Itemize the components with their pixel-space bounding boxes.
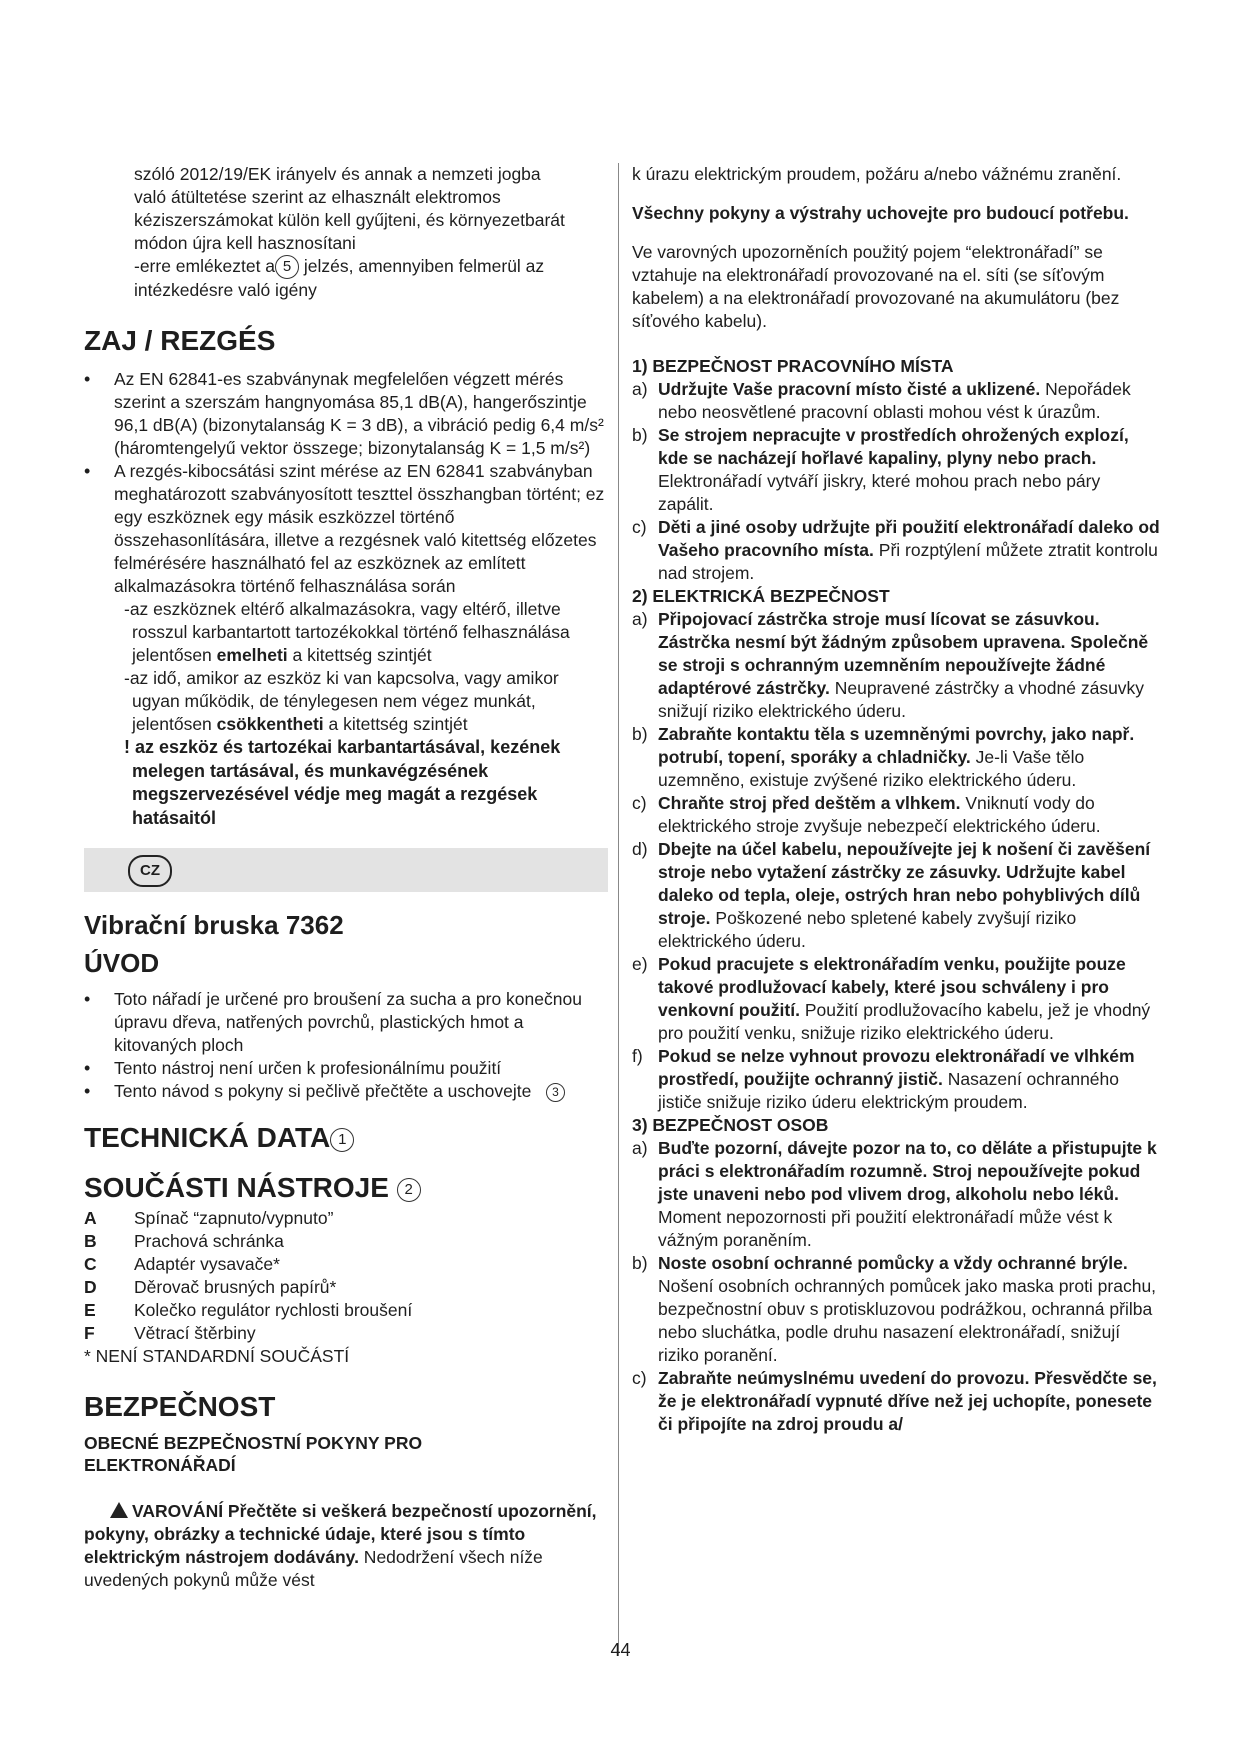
uvod-bullet-3-text: Tento návod s pokyny si pečlivě přečtěte a uschovejte bbox=[114, 1081, 532, 1102]
item-label: b) bbox=[632, 425, 648, 445]
intro-dash-post: jelzés, amennyiben felmerül az bbox=[303, 256, 545, 276]
section-1-title: 1) BEZPEČNOST PRACOVNÍHO MÍSTA bbox=[632, 356, 954, 376]
part-key: E bbox=[84, 1300, 96, 1321]
item-bold: Děti a jiné osoby udržujte při použití elektronářadí daleko od Vašeho pracovního místa. bbox=[658, 517, 1160, 560]
parts-row bbox=[84, 1276, 608, 1299]
left-column bbox=[84, 163, 608, 1592]
item-normal: Nasazení ochranného jističe snižuje riziko úderu elektrickým proudem. bbox=[658, 1069, 1119, 1112]
warning-bold: VAROVÁNÍ Přečtěte si veškerá bezpečností upozornění, pokyny, obrázky a technické údaje, které jsou s tímto elektrickým nástrojem dodávány. bbox=[84, 1501, 597, 1568]
item-label: c) bbox=[632, 517, 647, 537]
item-label: b) bbox=[632, 724, 648, 744]
part-key: D bbox=[84, 1277, 97, 1298]
item-label: e) bbox=[632, 954, 648, 974]
item-normal: Nepořádek nebo neosvětlené pracovní oblasti mohou vést k úrazům. bbox=[658, 379, 1131, 422]
intro-line: módon újra kell hasznosítani bbox=[134, 233, 356, 253]
warning-triangle-icon bbox=[110, 1502, 128, 1518]
s1-item bbox=[632, 424, 1160, 516]
item-label: c) bbox=[632, 1368, 647, 1388]
s3-item bbox=[632, 1367, 1160, 1436]
s3-item bbox=[632, 1137, 1160, 1252]
item-label: c) bbox=[632, 793, 647, 813]
parts-note: * NENÍ STANDARDNÍ SOUČÁSTÍ bbox=[84, 1346, 350, 1367]
item-bold: Buďte pozorní, dávejte pozor na to, co děláte a přistupujte k práci s elektronářadím rozumně. Stroj nepoužívejte pokud jste unaveni nebo pod vlivem drog, alkoholu nebo léků. bbox=[658, 1138, 1157, 1204]
item-bold: Zabraňte neúmyslnému uvedení do provozu. Přesvědčte se, že je elektronářadí vypnuté dříve než jej uchopíte, ponesete či připojíte na zdroj proudu a/ bbox=[658, 1368, 1157, 1434]
bezp-heading: BEZPEČNOST bbox=[84, 1391, 276, 1423]
part-label: Větrací štěrbiny bbox=[134, 1323, 256, 1344]
item-label: a) bbox=[632, 1138, 648, 1158]
item-bold: Připojovací zástrčka stroje musí lícovat se zásuvkou. Zástrčka nesmí být žádným způsobem upravena. Společně se stroji s ochranným uzemněním nepoužívejte žádné adaptérové zástrčky. bbox=[658, 609, 1149, 698]
parts-row bbox=[84, 1253, 608, 1276]
uvod-bullet-1: • Toto nářadí je určené pro broušení za sucha a pro konečnou úpravu dřeva, natřených povrchů, plastických hmot a kitovaných ploch bbox=[84, 988, 608, 1057]
uvod-bullet-3 bbox=[84, 1080, 608, 1103]
item-label: a) bbox=[632, 609, 648, 629]
part-key: F bbox=[84, 1323, 95, 1344]
zaj-list bbox=[84, 368, 608, 598]
parts-row bbox=[84, 1322, 608, 1345]
item-normal: Použití prodlužovacího kabelu, jež je vhodný pro použití venku, snižuje riziko elektrického úderu. bbox=[658, 1000, 1151, 1043]
zaj-dash-2-end: a kitettség szintjét bbox=[323, 714, 468, 735]
section-3-title: 3) BEZPEČNOST OSOB bbox=[632, 1115, 829, 1135]
item-normal: Moment nepozornosti při použití elektronářadí může vést k vážným poraněním. bbox=[658, 1207, 1113, 1250]
item-normal: Neupravené zástrčky a vhodné zásuvky snižují riziko elektrického úderu. bbox=[658, 678, 1145, 721]
zaj-dash-1-bold: emelheti bbox=[216, 645, 288, 666]
language-banner bbox=[84, 848, 608, 892]
item-bold: Chraňte stroj před deštěm a vlhkem. bbox=[658, 793, 961, 813]
item-bold: Pokud se nelze vyhnout provozu elektronářadí ve vlhkém prostředí, použijte ochranný jistič. bbox=[658, 1046, 1135, 1089]
intro-line: szóló 2012/19/EK irányelv és annak a nemzeti jogba bbox=[134, 164, 541, 184]
item-label: d) bbox=[632, 839, 648, 859]
uvod-list bbox=[84, 988, 608, 1103]
tech-heading bbox=[84, 1121, 608, 1155]
zaj-bullet-1: • Az EN 62841-es szabványnak megfelelően végzett mérés szerint a szerszám hangnyomása 85,1 dB(A), hangerőszintje 96,1 dB(A) (bizonytalanság K = 3 dB), a vibráció pedig 6,4 m/s² (háromtengelyű vektor összege; bizonytalanság K = 1,5 m/s²) bbox=[84, 368, 608, 460]
item-normal: Nošení osobních ochranných pomůcek jako maska proti prachu, bezpečnostní obuv s protiskluzovou podrážkou, ochranná přilba nebo sluchátka, podle druhu nasazení elektronářadí, snižují riziko poranění. bbox=[658, 1276, 1157, 1365]
item-normal: Je-li Vaše tělo uzemněno, existuje zvýšené riziko elektrického úderu. bbox=[658, 747, 1085, 790]
part-key: A bbox=[84, 1208, 97, 1229]
part-label: Adaptér vysavače* bbox=[134, 1254, 280, 1275]
s2-item bbox=[632, 792, 1160, 838]
s2-item bbox=[632, 838, 1160, 953]
zaj-dash-1-end: a kitettség szintjét bbox=[287, 645, 432, 666]
zaj-dash-2-text: -az idő, amikor az eszköz ki van kapcsolva, vagy amikor ugyan működik, de ténylegesen nem végez munkát, jelentősen bbox=[124, 668, 559, 735]
term-definition: Ve varovných upozorněních použitý pojem “elektronářadí” se vztahuje na elektronářadí provozované na el. síti (se síťovým kabelem) a na elektronářadí provozované na akumulátoru (bez síťového kabelu). bbox=[632, 242, 1120, 331]
circled-number: 5 bbox=[275, 255, 299, 279]
item-normal: Vniknutí vody do elektrického stroje zvyšuje nebezpečí elektrického úderu. bbox=[658, 793, 1101, 836]
item-label: a) bbox=[632, 379, 648, 399]
zaj-warning: ! az eszköz és tartozékai karbantartásával, kezének melegen tartásával, és munkavégzésének megszervezésével védje meg magát a rezgések hatásaitól bbox=[124, 737, 561, 828]
s1-item bbox=[632, 378, 1160, 424]
parts-heading bbox=[84, 1171, 608, 1205]
part-key: B bbox=[84, 1231, 97, 1252]
uvod-heading: ÚVOD bbox=[84, 948, 160, 979]
parts-heading-text: SOUČÁSTI NÁSTROJE bbox=[84, 1172, 389, 1204]
s2-item bbox=[632, 608, 1160, 723]
language-code-badge: CZ bbox=[128, 855, 172, 887]
s2-item bbox=[632, 723, 1160, 792]
item-bold: Udržujte Vaše pracovní místo čisté a uklizené. bbox=[658, 379, 1041, 399]
item-normal: Elektronářadí vytváří jiskry, které mohou prach nebo páry zapálit. bbox=[658, 471, 1101, 514]
zaj-dash-2 bbox=[124, 667, 608, 736]
item-label: b) bbox=[632, 1253, 648, 1273]
zaj-dash-1-text: -az eszköznek eltérő alkalmazásokra, vagy eltérő, illetve rosszul karbantartott tartozékokkal történő felhasználása jelentősen bbox=[124, 599, 570, 666]
parts-list bbox=[84, 1207, 608, 1368]
product-title: Vibrační bruska 7362 bbox=[84, 910, 344, 941]
circled-number: 1 bbox=[330, 1128, 354, 1152]
warning-paragraph bbox=[84, 1500, 608, 1592]
parts-row bbox=[84, 1230, 608, 1253]
item-normal: Při rozptýlení můžete ztratit kontrolu nad strojem. bbox=[658, 540, 1158, 583]
warning-normal: Nedodržení všech níže uvedených pokynů může vést bbox=[84, 1547, 543, 1591]
circled-number: 2 bbox=[397, 1178, 421, 1202]
item-bold: Pokud pracujete s elektronářadím venku, použijte pouze takové prodlužovací kabely, které jsou schváleny i pro venkovní použití. bbox=[658, 954, 1126, 1020]
part-key: C bbox=[84, 1254, 97, 1275]
zaj-bullet-2: • A rezgés-kibocsátási szint mérése az EN 62841 szabványban meghatározott szabványosított teszttel összhangban történt; ez egy eszköznek egy másik eszközzel történő összehasonlítására, illetve a rezgésnek való kitettség előzetes felmérésére használható fel az eszköznek az említett alkalmazásokra történő felhasználása során bbox=[84, 460, 608, 598]
page-number: 44 bbox=[610, 1640, 631, 1660]
item-bold: Se strojem nepracujte v prostředích ohrožených explozí, kde se nacházejí hořlavé kapaliny, plyny nebo prach. bbox=[658, 425, 1129, 468]
intro-dash-pre: -erre emlékeztet a bbox=[134, 256, 276, 276]
right-column bbox=[632, 163, 1160, 1436]
item-bold: Zabraňte kontaktu těla s uzemněnými povrchy, jako např. potrubí, topení, sporáky a chladničky. bbox=[658, 724, 1135, 767]
parts-row bbox=[84, 1299, 608, 1322]
parts-row bbox=[84, 1207, 608, 1230]
intro-block bbox=[84, 163, 608, 302]
tech-heading-text: TECHNICKÁ DATA bbox=[84, 1122, 331, 1154]
s3-item bbox=[632, 1252, 1160, 1367]
zaj-dash-1 bbox=[124, 598, 608, 667]
item-label: f) bbox=[632, 1046, 643, 1066]
section-2-title: 2) ELEKTRICKÁ BEZPEČNOST bbox=[632, 586, 890, 606]
uvod-bullet-2: • Tento nástroj není určen k profesionálnímu použití bbox=[84, 1057, 608, 1080]
zaj-heading: ZAJ / REZGÉS bbox=[84, 325, 276, 357]
column-divider bbox=[618, 163, 619, 1656]
item-normal: Poškozené nebo spletené kabely zvyšují riziko elektrického úderu. bbox=[658, 908, 1077, 951]
s2-item bbox=[632, 953, 1160, 1045]
part-label: Spínač “zapnuto/vypnuto” bbox=[134, 1208, 334, 1229]
intro-line: való átültetése szerint az elhasznált elektromos bbox=[134, 187, 501, 207]
intro-dash-line bbox=[134, 255, 608, 279]
intro-dash-line2: intézkedésre való igény bbox=[134, 280, 317, 301]
s2-item bbox=[632, 1045, 1160, 1114]
keep-instructions: Všechny pokyny a výstrahy uchovejte pro budoucí potřebu. bbox=[632, 203, 1129, 223]
item-bold: Dbejte na účel kabelu, nepoužívejte jej k nošení či zavěšení stroje nebo vytažení zástrčky ze zásuvky. Udržujte kabel daleko od tepla, oleje, ostrých hran nebo pohyblivých dílů stroje. bbox=[658, 839, 1151, 928]
s1-item bbox=[632, 516, 1160, 585]
part-label: Kolečko regulátor rychlosti broušení bbox=[134, 1300, 413, 1321]
zaj-dash-block bbox=[84, 598, 608, 830]
bezp-subheading: OBECNÉ BEZPEČNOSTNÍ POKYNY PRO ELEKTRONÁŘADÍ bbox=[84, 1433, 423, 1476]
zaj-dash-2-bold: csökkentheti bbox=[216, 714, 324, 735]
part-label: Prachová schránka bbox=[134, 1231, 284, 1252]
item-bold: Noste osobní ochranné pomůcky a vždy ochranné brýle. bbox=[658, 1253, 1128, 1273]
circled-number: 3 bbox=[546, 1083, 565, 1102]
intro-line: kéziszerszámokat külön kell gyűjteni, és környezetbarát bbox=[134, 210, 565, 230]
continued-text: k úrazu elektrickým proudem, požáru a/nebo vážnému zranění. bbox=[632, 164, 1122, 184]
part-label: Děrovač brusných papírů* bbox=[134, 1277, 337, 1298]
